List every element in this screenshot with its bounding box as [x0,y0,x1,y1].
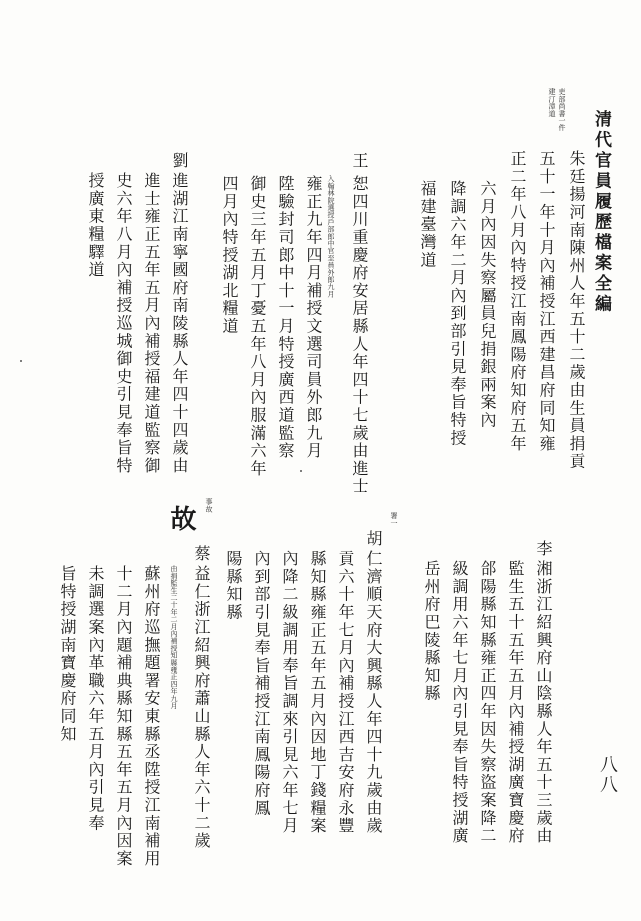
entry6-line-6: 旨特授湖南寶慶府同知 [58,565,77,743]
entry1-line-2: 五十一年十月內補授江西建昌府同知雍 [537,150,556,453]
entry1-note: 吏部尚書一件 [558,88,566,132]
entry4-line-4: 級調用六年七月內引見奉旨特授湖廣 [450,560,469,845]
entry6-line-1: 益仁浙江紹興府蕭山縣人年六十二歲 [192,565,211,850]
entry1-line-4: 六月內因失察屬員兒捐銀兩案內 [478,180,497,430]
entry1-line-1: 朱廷揚河南陳州人年五十二歲由生員捐貢 [567,150,586,471]
scan-speck [20,360,22,362]
entry3-line-1: 進湖江南寧國府南陵縣人年四十四歲由 [170,172,189,475]
entry2-line-1: 恕四川重慶府安居縣人年四十七歲由進士 [350,175,369,496]
entry1-line-5: 降調六年二月內到部引見奉旨特授 [448,180,467,447]
page-title: 清代官員履歷檔案全編 [591,110,611,315]
entry5-line-5: 內到部引見奉旨補授江南鳳陽府鳳 [252,550,271,817]
entry2-line-3: 雍正九年四月補授文選司員外郎九月 [304,175,323,460]
entry4-line-5: 岳州府巴陵縣知縣 [422,560,441,703]
entry6-line-2: 由捐監生二十年二月內補授知縣雍正四年九月 [170,565,178,709]
entry4-line-3: 郃陽縣知縣雍正四年因失察盜案降二 [478,560,497,845]
entry2-line-4: 陞驗封司郎中十一月特授廣西道監察 [276,175,295,460]
entry5-line-1: 仁濟順天府大興縣人年四十九歲由歲 [364,550,383,835]
entry3-line-4: 授廣東糧驛道 [86,172,105,279]
entry5-name: 胡 [364,530,383,548]
entry2-line-2: 入翰林院選授戶部郎中官至員外郎九月 [327,175,335,298]
entry6-name: 蔡 [192,545,211,563]
entry4-line-2: 監生五十五年五月內補授湖廣寶慶府 [506,560,525,845]
entry3-name: 劉 [170,152,189,170]
entry5-line-6: 陽縣知縣 [224,550,243,622]
entry4-line-1: 湘浙江紹興府山陰縣人年五十三歲由 [534,560,553,845]
entry1-line-3: 正二年八月內特授江南鳳陽府知府五年 [508,150,527,453]
entry4-name: 李 [534,540,553,558]
entry3-line-2: 進士雍正五年五月內補授福建道監察御 [142,172,161,475]
entry6-line-5: 未調選案內革職六年五月內引見奉 [86,565,105,832]
entry1-line-6: 福建臺灣道 [418,180,437,269]
entry2-line-5: 御史三年五月丁憂五年八月內服滿六年 [248,175,267,478]
scan-speck [300,470,302,472]
entry5-line-2: 貢六十年七月內補授江西吉安府永豐 [336,550,355,835]
entry5-line-4: 內降二級調用奉旨調來引見六年七月 [280,550,299,835]
entry6-line-4: 十二月內題補典縣知縣五年五月內因案 [114,565,133,868]
entry3-line-3: 史六年八月內補授巡城御史引見奉旨特 [114,172,133,475]
entry6-prefix: 事故 [205,498,213,513]
entry6-line-3: 蘇州府巡撫題署安東縣丞陞授江南補用 [142,565,161,868]
entry1-side-note: 建汀漳道 [548,88,556,117]
entry6-big-char: 故 [166,505,196,531]
page-number: 八八 [597,755,618,795]
entry5-line-3: 縣知縣雍正五年五月內因地丁錢糧案 [308,550,327,835]
entry5-side-note: 署一 [390,512,398,527]
entry2-name: 王 [350,152,369,170]
entry2-line-6: 四月內特授湖北糧道 [220,175,239,336]
